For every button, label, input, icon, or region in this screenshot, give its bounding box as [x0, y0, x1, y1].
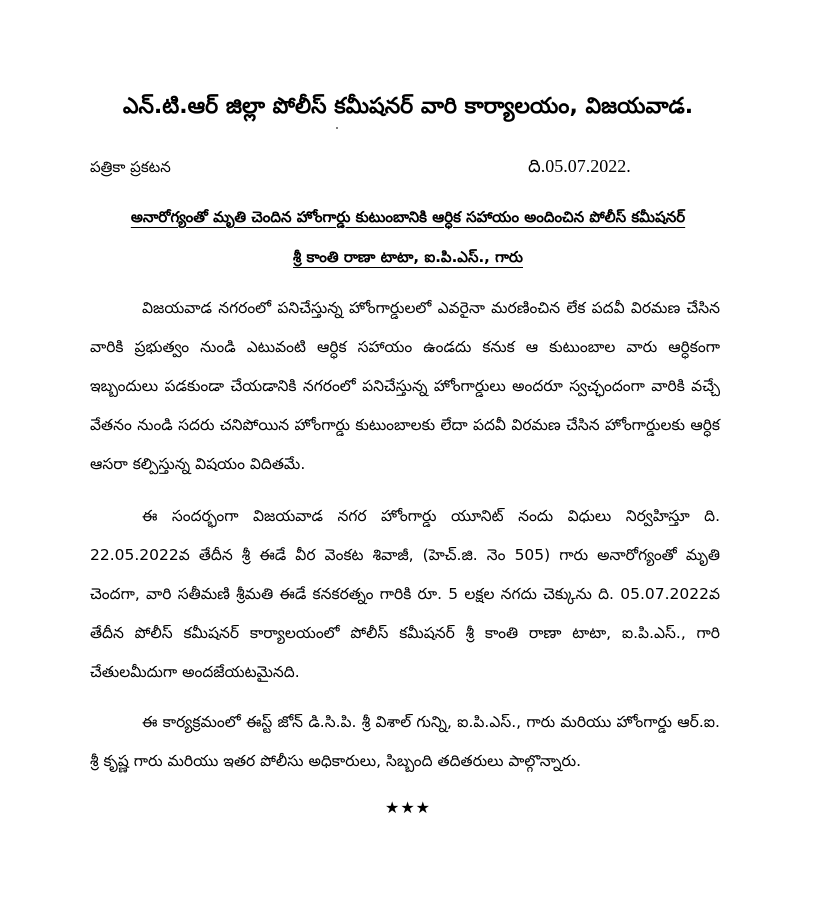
- decorative-dot: [336, 127, 338, 129]
- subheading-line-1-text: అనారోగ్యంతో మృతి చెందిన హోంగార్డు కుటుంబానికి ఆర్ధిక సహాయం అందించిన పోలీస్ కమీషనర్: [130, 208, 686, 226]
- subheading-line-2-text: శ్రీ కాంతి రాణా టాటా, ఐ.పి.ఎస్., గారు: [292, 248, 523, 266]
- end-stars: ★★★: [384, 798, 432, 817]
- document-title: ఎన్.టి.ఆర్ జిల్లా పోలీస్ కమీషనర్ వారి కార్యాలయం, విజయవాడ.: [122, 94, 694, 119]
- paragraph-2: ఈ సందర్భంగా విజయవాడ నగర హోంగార్డు యూనిట్ నందు విధులు నిర్వహిస్తూ ది. 22.05.2022వ తేదీన శ్రీ ఈడే వీర వెంకట శివాజీ, (హెచ్.జి. నెం 505) గారు అనారోగ్యంతో మృతి చెందగా, వారి సతీమణి శ్రీమతి ఈడే కనకరత్నం గారికి రూ. 5 లక్షల నగదు చెక్కును ది. 05.07.2022వ తేదీన పోలీస్ కమీషనర్ కార్యాలయంలో పోలీస్ కమీషనర్ శ్రీ కాంతి రాణా టాటా, ఐ.పి.ఎస్., గారి చేతులమీదుగా అందజేయటమైనది.: [90, 507, 720, 681]
- press-release-label: పత్రికా ప్రకటన: [90, 158, 171, 176]
- subheading-line-1: [90, 204, 726, 230]
- release-date: ది.05.07.2022.: [528, 156, 631, 176]
- paragraph-3: ఈ కార్యక్రమంలో ఈస్ట్ జోన్ డి.సి.పి. శ్రీ విశాల్ గున్ని, ఐ.పి.ఎస్., గారు మరియు హోంగార్డు ఆర్.ఐ. శ్రీ కృష్ణ గారు మరియు ఇతర పోలీసు అధికారులు, సిబ్బంది తదితరులు పాల్గొన్నారు.: [90, 713, 720, 770]
- subheading-line-2: [90, 244, 726, 270]
- paragraph-1: విజయవాడ నగరంలో పనిచేస్తున్న హోంగార్డులలో ఎవరైనా మరణించిన లేక పదవీ విరమణ చేసిన వారికి ప్రభుత్వం నుండి ఎటువంటి ఆర్ధిక సహాయం ఉండదు కనుక ఆ కుటుంబాల వారు ఆర్ధికంగా ఇబ్బందులు పడకుండా చేయడానికి నగరంలో పనిచేస్తున్న హోంగార్డులు అందరూ స్వచ్ఛందంగా వారికి వచ్చే వేతనం నుండి సదరు చనిపోయిన హోంగార్డు కుటుంబాలకు లేదా పదవీ విరమణ చేసిన హోంగార్డులకు ఆర్ధిక ఆసరా కల్పిస్తున్న విషయం విదితమే.: [90, 299, 720, 473]
